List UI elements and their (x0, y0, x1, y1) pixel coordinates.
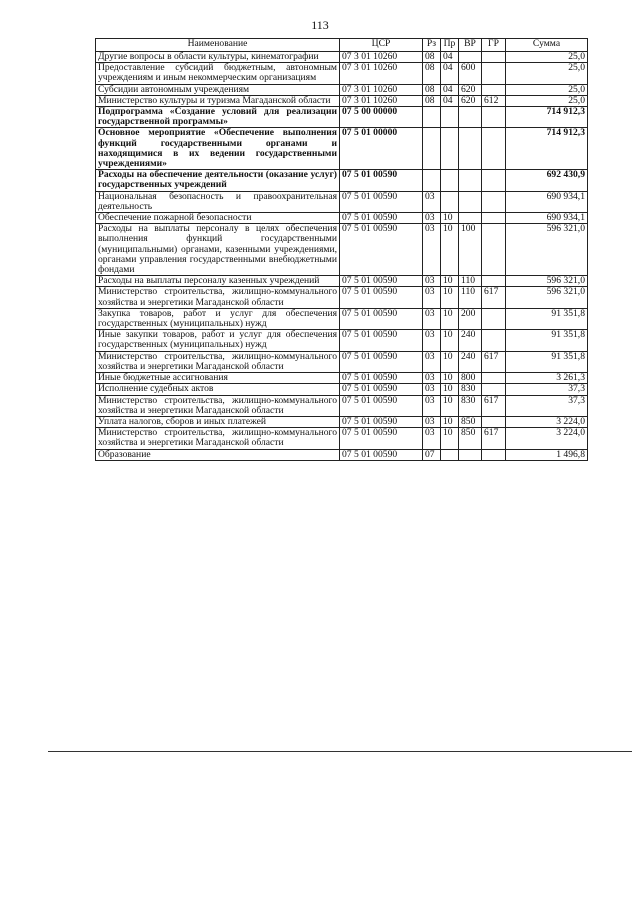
cell-gr (482, 52, 506, 63)
cell-gr (482, 170, 506, 191)
cell-rz: 03 (423, 330, 441, 351)
table-row (96, 170, 588, 191)
cell-name: Подпрограмма «Создание условий для реализации государственной программы» (96, 107, 340, 128)
cell-gr (482, 191, 506, 212)
cell-vr (459, 213, 482, 224)
header-sum: Сумма (506, 39, 588, 52)
cell-gr (482, 416, 506, 427)
cell-sum: 91 351,8 (506, 330, 588, 351)
cell-rz: 08 (423, 52, 441, 63)
cell-rz: 03 (423, 287, 441, 308)
cell-gr (482, 128, 506, 170)
cell-sum: 690 934,1 (506, 213, 588, 224)
cell-csr: 07 3 01 10260 (340, 52, 423, 63)
table-row (96, 52, 588, 63)
cell-name: Основное мероприятие «Обеспечение выполнения функций государственными органами и находящимися в их ведении государственными учреждениями» (96, 128, 340, 170)
cell-sum: 25,0 (506, 63, 588, 84)
cell-gr (482, 330, 506, 351)
cell-csr: 07 5 01 00590 (340, 170, 423, 191)
table-row (96, 384, 588, 395)
cell-gr: 617 (482, 395, 506, 416)
cell-sum: 3 224,0 (506, 416, 588, 427)
cell-csr: 07 5 01 00590 (340, 384, 423, 395)
table-row (96, 107, 588, 128)
header-pr: Пр (441, 39, 459, 52)
cell-gr (482, 384, 506, 395)
cell-rz (423, 128, 441, 170)
cell-vr: 600 (459, 63, 482, 84)
cell-pr: 10 (441, 373, 459, 384)
cell-sum: 3 224,0 (506, 428, 588, 449)
table-row (96, 213, 588, 224)
cell-vr: 240 (459, 330, 482, 351)
cell-gr (482, 449, 506, 460)
table-row (96, 95, 588, 106)
cell-sum: 596 321,0 (506, 224, 588, 276)
table-row (96, 330, 588, 351)
cell-csr: 07 5 01 00590 (340, 224, 423, 276)
cell-vr: 110 (459, 276, 482, 287)
cell-rz: 08 (423, 84, 441, 95)
cell-rz: 03 (423, 308, 441, 329)
table-row (96, 416, 588, 427)
cell-sum: 690 934,1 (506, 191, 588, 212)
cell-gr (482, 63, 506, 84)
cell-gr (482, 308, 506, 329)
cell-vr: 830 (459, 395, 482, 416)
cell-name: Министерство строительства, жилищно-коммунального хозяйства и энергетики Магаданской области (96, 428, 340, 449)
table-row (96, 449, 588, 460)
cell-csr: 07 3 01 10260 (340, 84, 423, 95)
cell-csr: 07 3 01 10260 (340, 63, 423, 84)
table-row (96, 428, 588, 449)
cell-csr: 07 5 01 00590 (340, 395, 423, 416)
cell-csr: 07 5 01 00590 (340, 416, 423, 427)
cell-name: Министерство строительства, жилищно-коммунального хозяйства и энергетики Магаданской области (96, 395, 340, 416)
cell-rz (423, 170, 441, 191)
cell-vr (459, 449, 482, 460)
cell-vr (459, 170, 482, 191)
cell-csr: 07 5 01 00590 (340, 308, 423, 329)
cell-pr (441, 449, 459, 460)
cell-pr: 10 (441, 395, 459, 416)
cell-csr: 07 5 01 00590 (340, 213, 423, 224)
cell-name: Закупка товаров, работ и услуг для обеспечения государственных (муниципальных) нужд (96, 308, 340, 329)
cell-name: Исполнение судебных актов (96, 384, 340, 395)
cell-csr: 07 5 01 00590 (340, 287, 423, 308)
cell-pr (441, 107, 459, 128)
cell-sum: 25,0 (506, 52, 588, 63)
cell-sum: 714 912,3 (506, 128, 588, 170)
table-row (96, 84, 588, 95)
cell-rz: 03 (423, 351, 441, 372)
cell-pr: 10 (441, 213, 459, 224)
cell-name: Уплата налогов, сборов и иных платежей (96, 416, 340, 427)
cell-csr: 07 5 01 00590 (340, 330, 423, 351)
cell-sum: 714 912,3 (506, 107, 588, 128)
cell-sum: 37,3 (506, 395, 588, 416)
cell-csr: 07 5 01 00590 (340, 449, 423, 460)
cell-vr (459, 107, 482, 128)
cell-rz: 03 (423, 276, 441, 287)
table-row (96, 395, 588, 416)
cell-sum: 1 496,8 (506, 449, 588, 460)
cell-csr: 07 5 01 00590 (340, 373, 423, 384)
cell-rz: 03 (423, 213, 441, 224)
cell-vr: 830 (459, 384, 482, 395)
cell-sum: 25,0 (506, 84, 588, 95)
cell-csr: 07 5 01 00000 (340, 128, 423, 170)
header-csr: ЦСР (340, 39, 423, 52)
table-row (96, 128, 588, 170)
cell-rz: 03 (423, 191, 441, 212)
cell-name: Образование (96, 449, 340, 460)
table-body (96, 52, 588, 461)
cell-sum: 25,0 (506, 95, 588, 106)
cell-pr: 04 (441, 52, 459, 63)
cell-vr: 620 (459, 95, 482, 106)
cell-pr: 10 (441, 276, 459, 287)
cell-csr: 07 5 01 00590 (340, 351, 423, 372)
cell-rz: 03 (423, 384, 441, 395)
cell-name: Национальная безопасность и правоохранительная деятельность (96, 191, 340, 212)
cell-gr: 617 (482, 351, 506, 372)
cell-name: Министерство культуры и туризма Магаданской области (96, 95, 340, 106)
cell-sum: 3 261,3 (506, 373, 588, 384)
cell-pr (441, 170, 459, 191)
cell-sum: 37,3 (506, 384, 588, 395)
cell-vr (459, 52, 482, 63)
cell-name: Другие вопросы в области культуры, кинематографии (96, 52, 340, 63)
cell-name: Иные закупки товаров, работ и услуг для обеспечения государственных (муниципальных) нужд (96, 330, 340, 351)
cell-name: Расходы на обеспечение деятельности (оказание услуг) государственных учреждений (96, 170, 340, 191)
cell-name: Обеспечение пожарной безопасности (96, 213, 340, 224)
cell-rz: 03 (423, 224, 441, 276)
cell-vr (459, 191, 482, 212)
cell-gr (482, 107, 506, 128)
table-row (96, 224, 588, 276)
cell-pr: 04 (441, 63, 459, 84)
header-gr: ГР (482, 39, 506, 52)
cell-csr: 07 5 01 00590 (340, 428, 423, 449)
header-vr: ВР (459, 39, 482, 52)
bottom-divider (48, 751, 632, 752)
cell-name: Расходы на выплаты персоналу в целях обеспечения выполнения функций государственными (муниципальными) органами, казенными учреждениями, органами управления государственными внебюджетными фондами (96, 224, 340, 276)
cell-vr: 620 (459, 84, 482, 95)
cell-gr: 612 (482, 95, 506, 106)
cell-csr: 07 5 01 00590 (340, 191, 423, 212)
cell-sum: 596 321,0 (506, 287, 588, 308)
cell-name: Расходы на выплаты персоналу казенных учреждений (96, 276, 340, 287)
cell-pr: 10 (441, 384, 459, 395)
cell-sum: 596 321,0 (506, 276, 588, 287)
cell-pr: 10 (441, 308, 459, 329)
cell-pr: 10 (441, 224, 459, 276)
cell-csr: 07 5 01 00590 (340, 276, 423, 287)
cell-pr: 10 (441, 416, 459, 427)
table-row (96, 63, 588, 84)
cell-sum: 692 430,9 (506, 170, 588, 191)
cell-vr: 200 (459, 308, 482, 329)
cell-gr: 617 (482, 287, 506, 308)
cell-rz: 08 (423, 95, 441, 106)
cell-rz: 03 (423, 373, 441, 384)
cell-gr (482, 276, 506, 287)
table-row (96, 351, 588, 372)
table-row (96, 191, 588, 212)
cell-gr (482, 213, 506, 224)
cell-rz: 03 (423, 416, 441, 427)
cell-vr: 850 (459, 416, 482, 427)
cell-pr: 10 (441, 351, 459, 372)
table-row (96, 287, 588, 308)
cell-pr: 10 (441, 428, 459, 449)
cell-name: Министерство строительства, жилищно-коммунального хозяйства и энергетики Магаданской области (96, 287, 340, 308)
header-rz: Рз (423, 39, 441, 52)
budget-table (95, 38, 588, 461)
table-row (96, 308, 588, 329)
cell-sum: 91 351,8 (506, 308, 588, 329)
cell-rz: 03 (423, 395, 441, 416)
cell-sum: 91 351,8 (506, 351, 588, 372)
cell-name: Предоставление субсидий бюджетным, автономным учреждениям и иным некоммерческим организациям (96, 63, 340, 84)
cell-csr: 07 5 00 00000 (340, 107, 423, 128)
cell-name: Иные бюджетные ассигнования (96, 373, 340, 384)
table-row (96, 373, 588, 384)
cell-pr (441, 128, 459, 170)
cell-rz: 03 (423, 428, 441, 449)
cell-vr: 100 (459, 224, 482, 276)
cell-vr: 850 (459, 428, 482, 449)
cell-csr: 07 3 01 10260 (340, 95, 423, 106)
table-header-row (96, 39, 588, 52)
cell-pr (441, 191, 459, 212)
cell-vr: 110 (459, 287, 482, 308)
table-row (96, 276, 588, 287)
cell-name: Министерство строительства, жилищно-коммунального хозяйства и энергетики Магаданской области (96, 351, 340, 372)
cell-gr (482, 373, 506, 384)
cell-rz: 08 (423, 63, 441, 84)
cell-rz (423, 107, 441, 128)
cell-gr: 617 (482, 428, 506, 449)
cell-gr (482, 84, 506, 95)
cell-pr: 04 (441, 95, 459, 106)
cell-pr: 10 (441, 287, 459, 308)
cell-vr: 800 (459, 373, 482, 384)
cell-vr (459, 128, 482, 170)
page-number: 113 (311, 18, 329, 32)
cell-pr: 10 (441, 330, 459, 351)
cell-vr: 240 (459, 351, 482, 372)
cell-pr: 04 (441, 84, 459, 95)
cell-rz: 07 (423, 449, 441, 460)
cell-gr (482, 224, 506, 276)
cell-name: Субсидии автономным учреждениям (96, 84, 340, 95)
header-name: Наименование (96, 39, 340, 52)
